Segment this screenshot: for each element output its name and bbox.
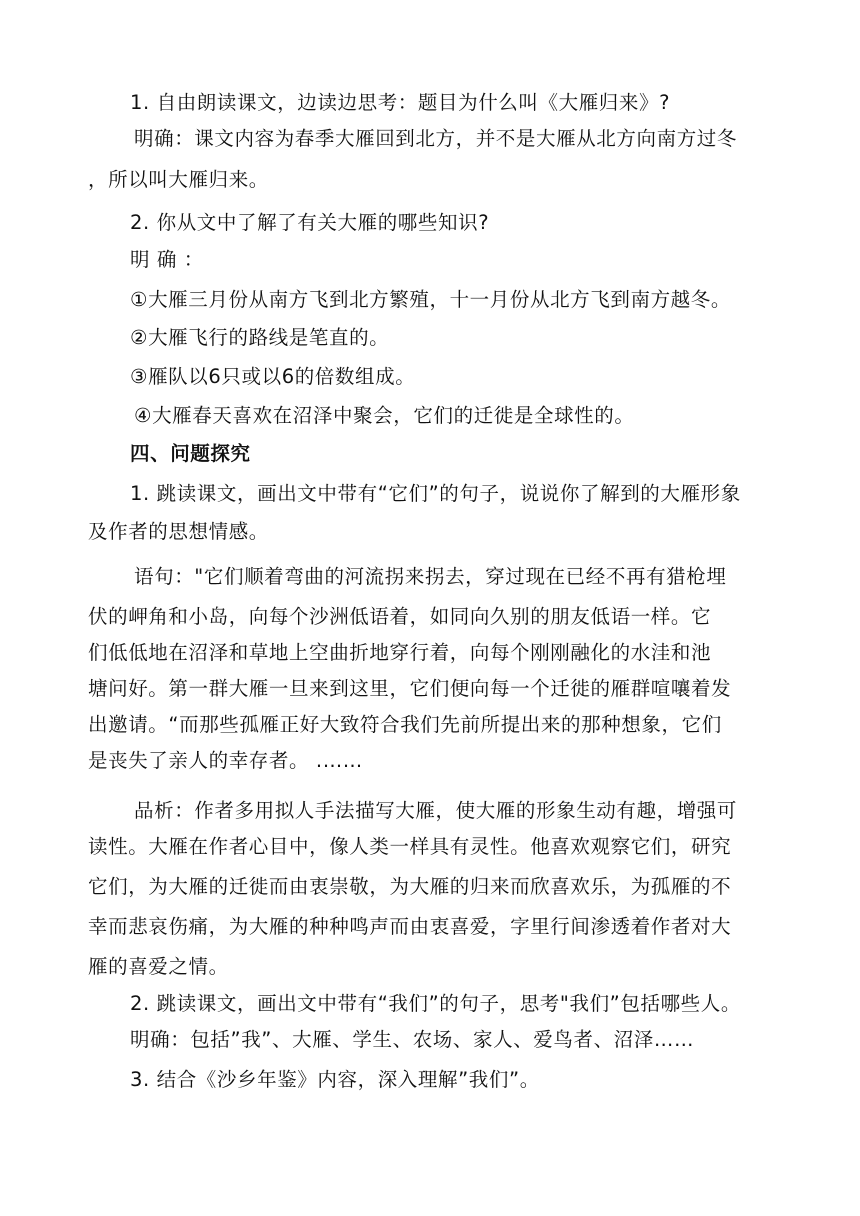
analysis-line-3: 它们，为大雁的迁徙而由衷崇敬，为大雁的归来而欣喜欢乐，为孤雁的不 xyxy=(88,875,732,898)
answer-2-item-3: ③雁队以6只或以6的倍数组成。 xyxy=(130,365,416,388)
answer-1-line-1: 明确：课文内容为春季大雁回到北方，并不是大雁从北方向南方过冬 xyxy=(134,127,738,150)
answer-1-line-2: ，所以叫大雁归来。 xyxy=(88,168,269,191)
question-2: 2. 你从文中了解了有关大雁的哪些知识? xyxy=(130,211,490,234)
quote-line-3: 们低低地在沼泽和草地上空曲折地穿行着，向每个刚刚融化的水洼和池 xyxy=(88,641,712,664)
answer-inquiry-2: 明确：包括”我”、大雁、学生、农场、家人、爱鸟者、沼泽…… xyxy=(130,1028,695,1051)
analysis-line-1: 品析：作者多用拟人手法描写大雁，使大雁的形象生动有趣，增强可 xyxy=(134,799,738,822)
question-1: 1. 自由朗读课文，边读边思考：题目为什么叫《大雁归来》? xyxy=(130,91,671,114)
answer-2-item-4: ④大雁春天喜欢在沼泽中聚会，它们的迁徙是全球性的。 xyxy=(134,404,635,427)
answer-2-label: 明 确 ： xyxy=(130,248,204,271)
quote-line-5: 出邀请。“而那些孤雁正好大致符合我们先前所提出来的那种想象，它们 xyxy=(88,713,722,736)
analysis-line-2: 读性。大雁在作者心目中，像人类一样具有灵性。他喜欢观察它们，研究 xyxy=(88,835,732,858)
answer-2-item-2: ②大雁飞行的路线是笔直的。 xyxy=(130,326,390,349)
inquiry-3: 3. 结合《沙乡年鉴》内容，深入理解”我们”。 xyxy=(130,1068,540,1091)
section-heading: 四、问题探究 xyxy=(130,442,251,465)
quote-line-2: 伏的岬角和小岛，向每个沙洲低语着，如同向久别的朋友低语一样。它 xyxy=(88,605,712,628)
quote-line-6: 是丧失了亲人的幸存者。 .…… xyxy=(88,749,363,772)
analysis-line-4: 幸而悲哀伤痛，为大雁的种种鸣声而由衷喜爱，字里行间渗透着作者对大 xyxy=(88,915,732,938)
quote-line-4: 塘问好。第一群大雁一旦来到这里，它们便向每一个迁徙的雁群喧嚷着发 xyxy=(88,677,732,700)
answer-2-item-1: ①大雁三月份从南方飞到北方繁殖，十一月份从北方飞到南方越冬。 xyxy=(130,288,731,311)
quote-line-1: 语句："它们顺着弯曲的河流拐来拐去，穿过现在已经不再有猎枪埋 xyxy=(134,565,727,588)
inquiry-1-line-1: 1. 跳读课文，画出文中带有“它们”的句子，说说你了解到的大雁形象 xyxy=(130,482,741,505)
inquiry-2: 2. 跳读课文，画出文中带有“我们”的句子，思考"我们”包括哪些人。 xyxy=(130,992,741,1015)
analysis-line-5: 雁的喜爱之情。 xyxy=(88,955,229,978)
inquiry-1-line-2: 及作者的思想情感。 xyxy=(88,520,269,543)
